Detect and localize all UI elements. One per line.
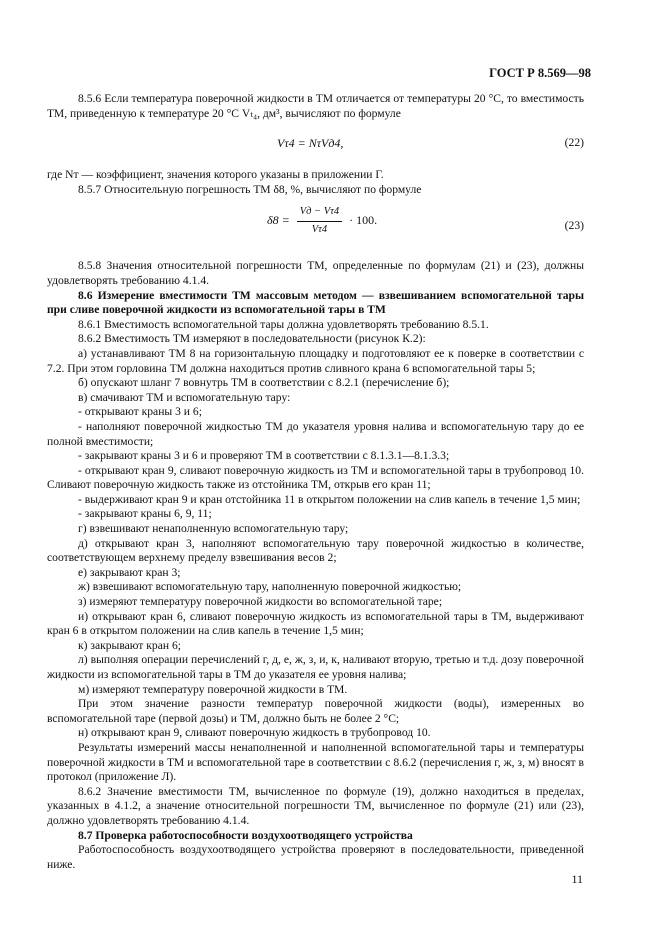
formula-23-rhs: · 100.	[349, 213, 378, 228]
document-body	[47, 92, 584, 872]
subitem-fill: - наполняют поверочной жидкостью ТМ до указателя уровня налива и вспомогательную тару до ее полной вместимости;	[47, 419, 584, 448]
line-8-6-1: 8.6.1 Вместимость вспомогательной тары должна удовлетворять требованию 8.5.1.	[78, 317, 489, 331]
item-m: м) измеряют температуру поверочной жидкости в ТМ.	[78, 682, 348, 696]
subitem-open-valves: - открывают краны 3 и 6;	[78, 405, 202, 419]
paragraph-where: где Nт — коэффициент, значения которого указаны в приложении Г.	[47, 168, 384, 182]
formula-23-number: (23)	[564, 219, 584, 233]
formula-23-denominator: Vτ4	[311, 223, 328, 235]
formula-22-expression: Vτ4 = NτVд4,	[277, 136, 344, 151]
item-e: е) закрывают кран 3;	[78, 565, 181, 579]
item-k: к) закрывают кран 6;	[78, 638, 181, 652]
formula-22	[47, 130, 584, 160]
subitem-drain: - открывают кран 9, сливают поверочную жидкость из ТМ и вспомогательной тары в трубопровод 10. Сливают поверочную жидкость также из отстойника ТМ, открыв его кран 11;	[47, 463, 584, 492]
formula-23-lhs: δ8 =	[267, 213, 290, 228]
formula-23	[47, 205, 584, 249]
subitem-close-valves: - закрывают краны 6, 9, 11;	[78, 507, 212, 521]
paragraph-8-7: Работоспособность воздухоотводящего устройства проверяют в последовательности, приведенной ниже.	[47, 843, 584, 871]
paragraph-8-6-2-value: 8.6.2 Значение вместимости ТМ, вычисленное по формуле (19), должно находиться в пределах, указанных в 4.1.2, а значение относительной погрешности ТМ, вычисленное по формуле (21) или (23), должно удовлетворять требованию 4.1.4.	[47, 784, 584, 827]
paragraph-8-5-8: 8.5.8 Значения относительной погрешности ТМ, определенные по формулам (21) и (23), должны удовлетворять требованию 4.1.4.	[47, 259, 584, 287]
heading-8-6: 8.6 Измерение вместимости ТМ массовым методом — взвешиванием вспомогательной тары при сливе поверочной жидкости из вспомогательной тары в ТМ	[47, 288, 584, 317]
item-l: л) выполняя операции перечислений г, д, е, ж, з, и, к, наливают вторую, третью и т.д. дозу поверочной жидкости из вспомогательной тары в ТМ до указателя ее уровня налива;	[47, 653, 584, 681]
paragraph-8-5-7: 8.5.7 Относительную погрешность ТМ δ8, %, вычисляют по формуле	[78, 182, 422, 196]
heading-8-7: 8.7 Проверка работоспособности воздухоотводящего устройства	[78, 828, 413, 842]
standard-code-header: ГОСТ Р 8.569—98	[489, 66, 591, 80]
item-g: г) взвешивают ненаполненную вспомогательную тару;	[78, 522, 349, 536]
item-b: б) опускают шланг 7 вовнутрь ТМ в соответствии с 8.2.1 (перечисление б);	[78, 376, 450, 390]
subitem-hold: - выдерживают кран 9 и кран отстойника 11 в открытом положении на слив капель в течение 1,5 мин;	[78, 492, 581, 506]
item-i: и) открывают кран 6, сливают поверочную жидкость из вспомогательной тары в ТМ, выдерживают кран 6 в открытом положении на слив капель в течение 1,5 мин;	[47, 609, 584, 638]
page-number: 11	[571, 872, 583, 886]
paragraph-temperature-difference: При этом значение разности температур поверочной жидкости (воды), измеренных во вспомогательной таре (первой дозы) и ТМ, должно быть не более 2 °С;	[47, 697, 584, 725]
formula-23-expression	[267, 205, 377, 237]
item-n: н) открывают кран 9, сливают поверочную жидкость в трубопровод 10.	[78, 726, 431, 740]
line-8-6-2: 8.6.2 Вместимость ТМ измеряют в последовательности (рисунок К.2):	[78, 332, 426, 346]
subitem-close-check: - закрывают краны 3 и 6 и проверяют ТМ в соответствии с 8.1.3.1—8.1.3.3;	[78, 449, 450, 463]
item-a: а) устанавливают ТМ 8 на горизонтальную площадку и подготовляют ее к поверке в соответствии с 7.2. При этом горловина ТМ должна находиться против сливного крана 6 вспомогательной тары 5;	[47, 346, 584, 375]
item-z: з) измеряют температуру поверочной жидкости во вспомогательной таре;	[78, 595, 443, 609]
formula-23-fraction	[297, 205, 342, 237]
formula-22-number: (22)	[564, 136, 584, 150]
paragraph-8-5-6: 8.5.6 Если температура поверочной жидкости в ТМ отличается от температуры 20 °С, то вместимость ТМ, приведенную к температуре 20 °С Vₜ₄, дм³, вычисляют по формуле	[47, 92, 584, 120]
formula-23-numerator: Vд − Vτ4	[297, 205, 342, 222]
item-zh: ж) взвешивают вспомогательную тару, наполненную поверочной жидкостью;	[78, 580, 462, 594]
item-v: в) смачивают ТМ и вспомогательную тару:	[78, 390, 291, 404]
paragraph-results: Результаты измерений массы ненаполненной и наполненной вспомогательной тары и температуры поверочной жидкости в ТМ и вспомогательной таре в соответствии с 8.6.2 (перечисления г, ж, з, м) вносят в протокол (приложение Л).	[47, 740, 584, 784]
item-d: д) открывают кран 3, наполняют вспомогательную тару поверочной жидкостью в количестве, соответствующем верхнему пределу взвешивания весов 2;	[47, 536, 584, 565]
